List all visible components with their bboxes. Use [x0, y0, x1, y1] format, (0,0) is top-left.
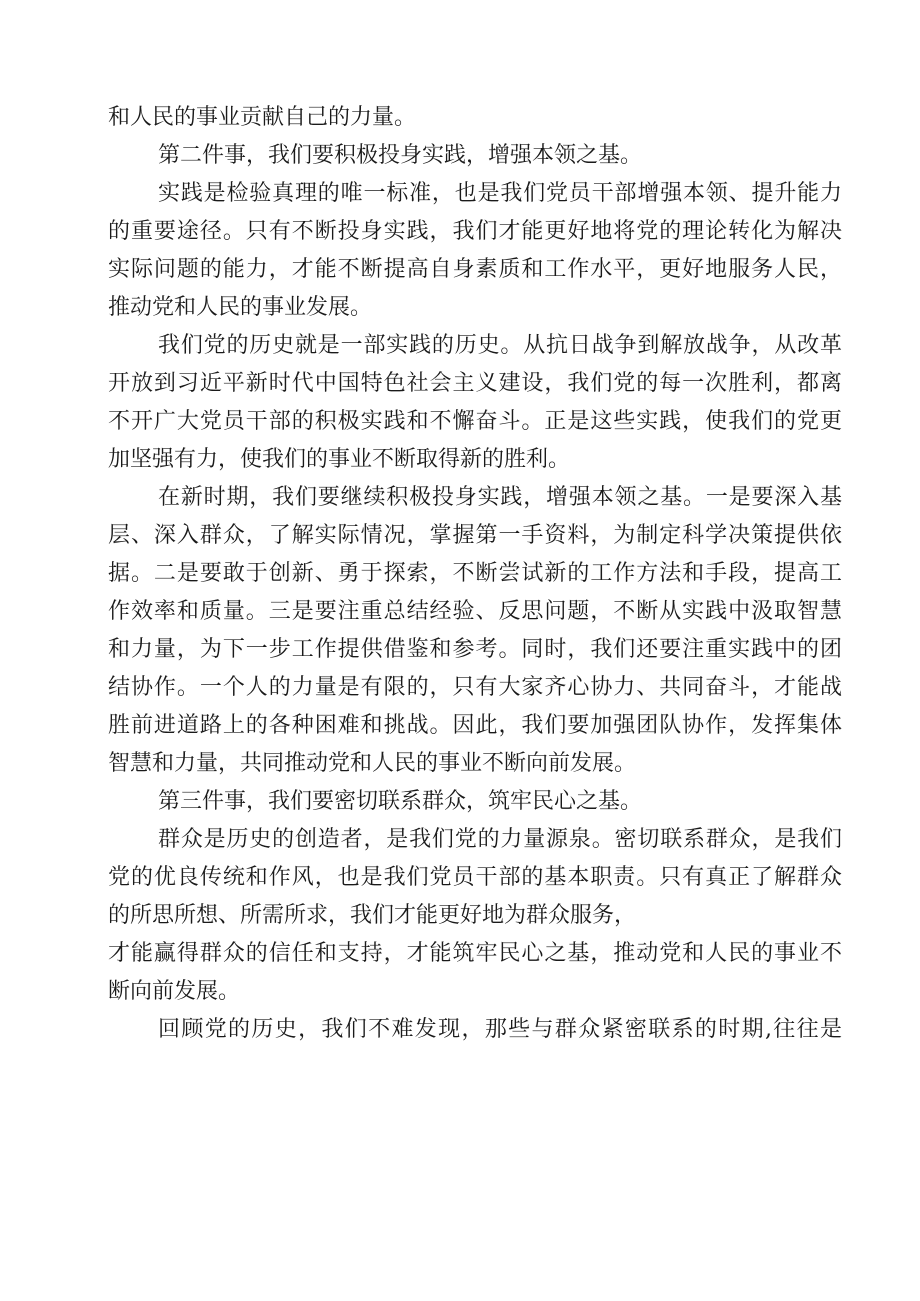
text-line: 推动党和人民的事业发展。	[108, 295, 373, 320]
section-heading: 第三件事，我们要密切联系群众，筑牢民心之基。	[158, 789, 643, 814]
text-line: 加坚强有力，使我们的事业不断取得新的胜利。	[108, 447, 571, 472]
text-line: 在新时期，我们要继续积极投身实践，增强本领之基。一是要深入基	[158, 485, 842, 510]
text-line: 层、深入群众，了解实际情况，掌握第一手资料，为制定科学决策提供依	[108, 523, 842, 548]
text-line: 断向前发展。	[108, 979, 241, 1004]
text-line: 胜前进道路上的各种困难和挑战。因此，我们要加强团队协作，发挥集体	[108, 713, 842, 738]
text-line: 才能赢得群众的信任和支持，才能筑牢民心之基，推动党和人民的事业不	[108, 941, 842, 966]
document-page	[108, 99, 842, 1049]
text-line: 和人民的事业贡献自己的力量。	[108, 105, 417, 130]
text-line: 实践是检验真理的唯一标准，也是我们党员干部增强本领、提升能力	[158, 181, 842, 206]
text-line: 和力量，为下一步工作提供借鉴和参考。同时，我们还要注重实践中的团	[108, 637, 842, 662]
text-line: 实际问题的能力，才能不断提高自身素质和工作水平，更好地服务人民，	[108, 257, 842, 282]
text-line: 结协作。一个人的力量是有限的，只有大家齐心协力、共同奋斗，才能战	[108, 675, 842, 700]
text-line: 的重要途径。只有不断投身实践，我们才能更好地将党的理论转化为解决	[108, 219, 842, 244]
text-line: 回顾党的历史，我们不难发现，那些与群众紧密联系的时期,往往是	[158, 1017, 842, 1042]
text-line: 的所思所想、所需所求，我们才能更好地为群众服务，	[108, 903, 637, 928]
text-line: 群众是历史的创造者，是我们党的力量源泉。密切联系群众，是我们	[158, 827, 842, 852]
section-heading: 第二件事，我们要积极投身实践，增强本领之基。	[158, 143, 643, 168]
text-line: 我们党的历史就是一部实践的历史。从抗日战争到解放战争，从改革	[158, 333, 842, 358]
text-line: 作效率和质量。三是要注重总结经验、反思问题，不断从实践中汲取智慧	[108, 599, 842, 624]
text-line: 据。二是要敢于创新、勇于探索，不断尝试新的工作方法和手段，提高工	[108, 561, 842, 586]
text-line: 党的优良传统和作风，也是我们党员干部的基本职责。只有真正了解群众	[108, 865, 842, 890]
text-line: 智慧和力量，共同推动党和人民的事业不断向前发展。	[108, 751, 637, 776]
text-line: 不开广大党员干部的积极实践和不懈奋斗。正是这些实践，使我们的党更	[108, 409, 842, 434]
text-line: 开放到习近平新时代中国特色社会主义建设，我们党的每一次胜利，都离	[108, 371, 842, 396]
